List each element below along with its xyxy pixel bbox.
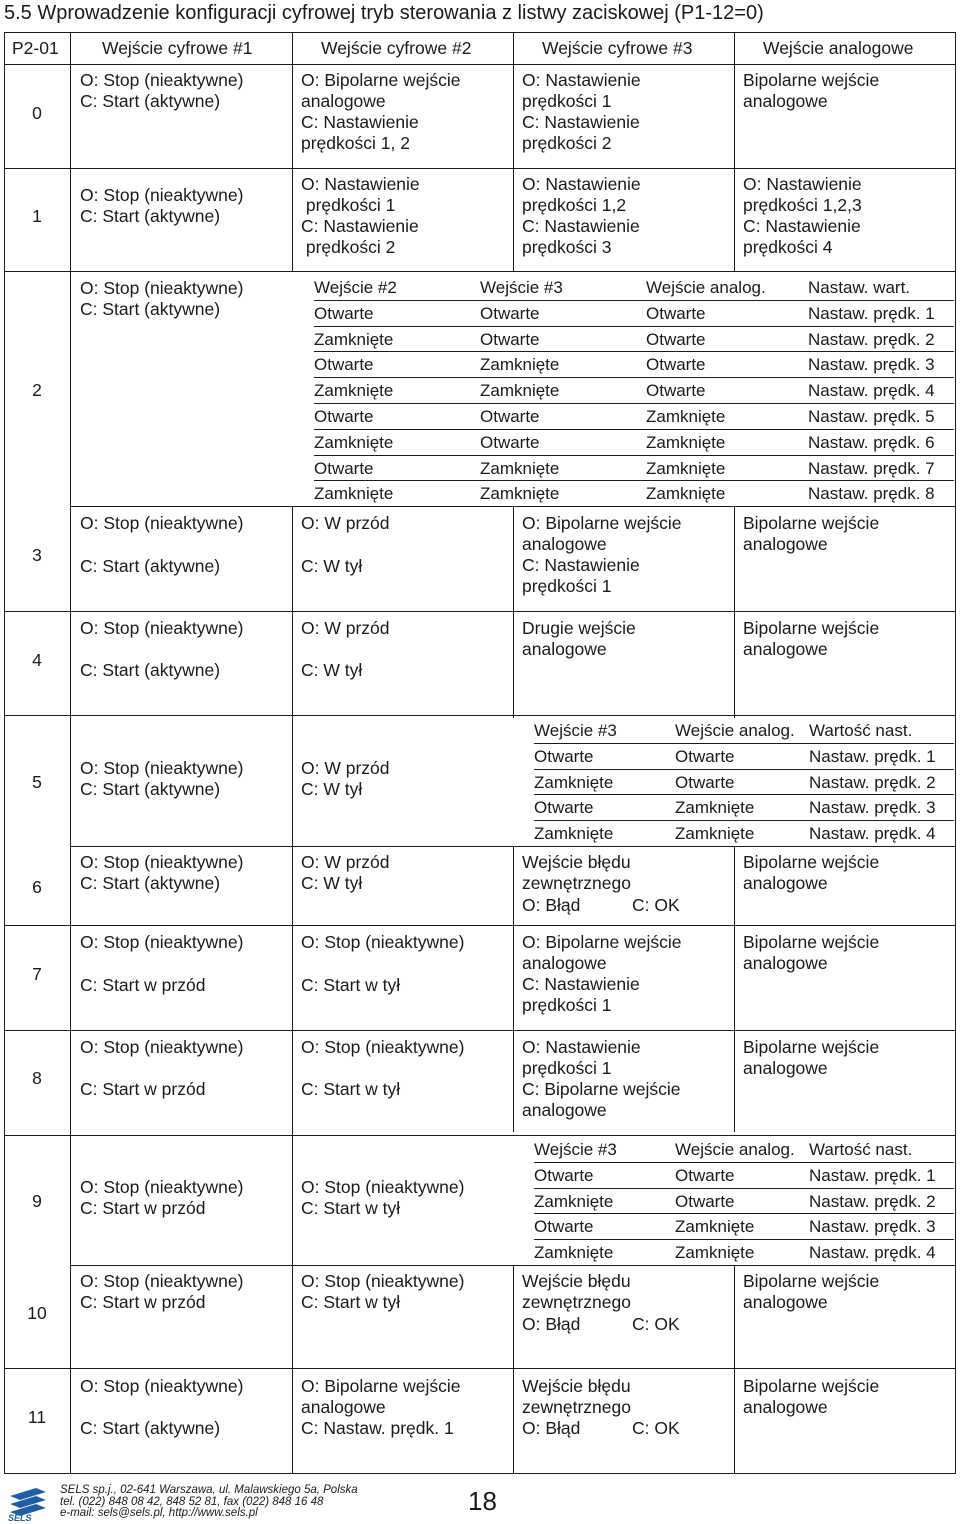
logo-text: SELS [8, 1513, 32, 1522]
address-line: SELS sp.j., 02-641 Warszawa, ul. Malawskiego 5a, Polska [60, 1484, 358, 1496]
speed-table-row [534, 1189, 954, 1215]
speed-table-row [314, 301, 954, 327]
row-divider [314, 455, 954, 456]
speed-table-cell: Nastaw. prędk. 6 [808, 432, 935, 452]
cell-text: C: W tył [301, 660, 363, 680]
speed-table-cell: Wartość nast. [809, 1140, 913, 1159]
speed-table-cell: Zamknięte [646, 432, 726, 452]
speed-table-row [534, 821, 954, 847]
speed-table-cell: Zamknięte [314, 484, 394, 504]
speed-table-row [534, 1163, 954, 1189]
row-divider [534, 1213, 954, 1214]
speed-table-cell: Zamknięte [646, 458, 726, 478]
speed-table-cell: Wejście #2 [314, 278, 397, 297]
speed-table-cell: Nastaw. prędk. 3 [808, 355, 935, 375]
header-col2: Wejście cyfrowe #2 [321, 38, 472, 58]
speed-table-cell: Otwarte [675, 1165, 735, 1185]
row-number: 11 [27, 1407, 47, 1427]
cell-text: O: Bipolarne wejście analogowe C: Nastawienie prędkości 1 [522, 513, 682, 596]
speed-table-cell: Otwarte [534, 798, 594, 818]
cell-text: O: Bipolarne wejście analogowe C: Nastawienie prędkości 1 [522, 932, 682, 1015]
cell-text: O: Nastawienie prędkości 1,2 C: Nastawienie prędkości 3 [522, 174, 641, 257]
speed-table-cell: Otwarte [480, 432, 540, 452]
speed-table-row [314, 327, 954, 353]
cell-text: O: Stop (nieaktywne) C: Start w przód [80, 1271, 244, 1312]
speed-table-row [534, 770, 954, 796]
cell-text: C: OK [632, 1314, 680, 1334]
cell-text: O: Stop (nieaktywne) C: Start (aktywne) [80, 185, 244, 226]
row-number: 9 [32, 1191, 42, 1211]
row-divider [534, 769, 954, 770]
speed-table-row [314, 378, 954, 404]
speed-table-cell: Zamknięte [646, 484, 726, 504]
speed-table-cell: Zamknięte [534, 1191, 614, 1211]
speed-table-8 [314, 275, 954, 507]
row-number: 2 [32, 380, 42, 400]
speed-table-cell: Nastaw. prędk. 4 [809, 824, 936, 844]
cell-text: O: Stop (nieaktywne) [301, 1037, 465, 1057]
speed-table-header [314, 275, 954, 301]
speed-table-cell: Zamknięte [480, 484, 560, 504]
speed-table-cell: Nastaw. prędk. 1 [808, 303, 935, 323]
page-footer [0, 1478, 960, 1524]
cell-text: O: Błąd [522, 1314, 581, 1334]
speed-table-cell: Wejście analog. [646, 278, 766, 297]
speed-table-cell: Nastaw. prędk. 3 [809, 798, 936, 818]
row-divider [534, 1188, 954, 1189]
speed-table-row [534, 795, 954, 821]
speed-table-cell: Nastaw. prędk. 3 [809, 1217, 936, 1237]
cell-text: Bipolarne wejście analogowe [743, 1376, 880, 1417]
speed-table-cell: Nastaw. prędk. 7 [808, 458, 935, 478]
row-number: 7 [32, 964, 42, 984]
speed-table-cell: Wartość nast. [809, 721, 913, 740]
cell-text: O: Błąd [522, 895, 581, 915]
speed-table-row [314, 456, 954, 482]
cell-text: C: Start (aktywne) [80, 556, 221, 576]
speed-table-cell: Zamknięte [314, 432, 394, 452]
page-number: 18 [468, 1486, 497, 1516]
cell-text: O: Stop (nieaktywne) C: Start (aktywne) [80, 758, 244, 799]
speed-table-cell: Otwarte [480, 407, 540, 426]
speed-table-cell: Otwarte [675, 746, 735, 766]
cell-text: O: Stop (nieaktywne) C: Start (aktywne) [80, 278, 244, 319]
speed-table-cell: Zamknięte [534, 1243, 614, 1263]
speed-table-cell: Nastaw. prędk. 5 [808, 407, 935, 426]
speed-table-cell: Otwarte [675, 772, 735, 792]
speed-table-cell: Zamknięte [314, 329, 394, 349]
cell-text: Bipolarne wejście analogowe [743, 70, 880, 111]
row-divider [314, 480, 954, 481]
speed-table-cell: Otwarte [314, 458, 374, 478]
speed-table-cell: Nastaw. prędk. 2 [809, 772, 936, 792]
speed-table-row [534, 1214, 954, 1240]
speed-table-cell: Otwarte [646, 381, 706, 401]
speed-table-cell: Nastaw. prędk. 1 [809, 746, 936, 766]
row-divider [314, 403, 954, 404]
speed-table-cell: Zamknięte [675, 824, 755, 844]
speed-table-cell: Otwarte [314, 407, 374, 426]
header-col1: Wejście cyfrowe #1 [102, 38, 253, 58]
header-col4: Wejście analogowe [763, 38, 914, 58]
speed-table-cell: Otwarte [646, 303, 706, 323]
cell-text: O: Stop (nieaktywne) [80, 932, 244, 952]
speed-table-cell: Nastaw. prędk. 4 [808, 381, 935, 401]
speed-table-cell: Wejście #3 [480, 278, 563, 297]
speed-table-4 [534, 1137, 954, 1265]
cell-text: C: Start (aktywne) [80, 660, 221, 680]
row-divider [314, 300, 954, 301]
cell-text: C: W tył [301, 556, 363, 576]
speed-table-cell: Otwarte [480, 303, 540, 323]
speed-table-row [314, 481, 954, 507]
cell-text: O: W przód C: W tył [301, 758, 390, 799]
cell-text: O: Stop (nieaktywne) C: Start w tył [301, 1177, 465, 1218]
cell-text: O: Nastawienie prędkości 1 C: Nastawienie prędkości 2 [301, 174, 420, 257]
company-address [60, 1485, 358, 1520]
speed-table-cell: Nastaw. prędk. 2 [809, 1191, 936, 1211]
row-divider [534, 820, 954, 821]
speed-table-cell: Nastaw. prędk. 4 [809, 1243, 936, 1263]
cell-text: C: Start (aktywne) [80, 1418, 221, 1438]
row-divider [534, 1162, 954, 1163]
speed-table-row [314, 352, 954, 378]
cell-text: Bipolarne wejście analogowe [743, 513, 880, 554]
speed-table-cell: Zamknięte [480, 355, 560, 375]
cell-text: Bipolarne wejście analogowe [743, 1271, 880, 1312]
cell-text: O: Stop (nieaktywne) [80, 513, 244, 533]
cell-text: Bipolarne wejście analogowe [743, 852, 880, 893]
speed-table-header [534, 718, 954, 744]
speed-table-cell: Otwarte [675, 1191, 735, 1211]
cell-text: Wejście błędu zewnętrznego [522, 1271, 631, 1312]
page-title: 5.5 Wprowadzenie konfiguracji cyfrowej tryb sterowania z listwy zaciskowej (P1-12=0) [4, 2, 764, 24]
speed-table-cell: Nastaw. prędk. 1 [809, 1165, 936, 1185]
speed-table-cell: Nastaw. wart. [808, 278, 911, 297]
cell-text: C: Start w przód [80, 975, 206, 995]
speed-table-cell: Otwarte [534, 1165, 594, 1185]
speed-table-row [314, 404, 954, 430]
speed-table-cell: Otwarte [314, 355, 374, 375]
cell-text: Wejście błędu zewnętrznego [522, 1376, 631, 1417]
speed-table-cell: Zamknięte [675, 1243, 755, 1263]
speed-table-row [534, 1240, 954, 1266]
row-number: 10 [27, 1303, 47, 1323]
row-number: 8 [32, 1068, 42, 1088]
cell-text: Drugie wejście analogowe [522, 618, 636, 659]
speed-table-cell: Otwarte [646, 355, 706, 375]
row-number: 6 [32, 877, 42, 897]
speed-table-cell: Wejście #3 [534, 1140, 617, 1159]
cell-text: O: Stop (nieaktywne) [80, 1376, 244, 1396]
row-divider [534, 794, 954, 795]
speed-table-cell: Zamknięte [480, 381, 560, 401]
speed-table-cell: Zamknięte [314, 381, 394, 401]
header-param: P2-01 [12, 38, 59, 58]
cell-text: Wejście błędu zewnętrznego [522, 852, 631, 893]
row-divider [314, 429, 954, 430]
speed-table-cell: Otwarte [646, 329, 706, 349]
speed-table-cell: Zamknięte [675, 1217, 755, 1237]
cell-text: O: Stop (nieaktywne) C: Start (aktywne) [80, 852, 244, 893]
sels-logo-icon [6, 1482, 52, 1522]
row-divider [314, 326, 954, 327]
cell-text: Bipolarne wejście analogowe [743, 1037, 880, 1078]
speed-table-cell: Otwarte [534, 1217, 594, 1237]
speed-table-cell: Zamknięte [675, 798, 755, 818]
cell-text: O: Stop (nieaktywne) C: Start (aktywne) [80, 70, 244, 111]
cell-text: O: Stop (nieaktywne) [301, 932, 465, 952]
cell-text: O: Stop (nieaktywne) C: Start w przód [80, 1177, 244, 1218]
speed-table-cell: Zamknięte [534, 824, 614, 844]
row-number: 1 [32, 206, 42, 226]
cell-text: O: Bipolarne wejście analogowe C: Nastawienie prędkości 1, 2 [301, 70, 461, 153]
speed-table-row [314, 430, 954, 456]
row-divider [534, 743, 954, 744]
cell-text: O: Nastawienie prędkości 1 C: Nastawienie prędkości 2 [522, 70, 641, 153]
speed-table-row [534, 744, 954, 770]
cell-text: C: Start w przód [80, 1079, 206, 1099]
speed-table-cell: Zamknięte [534, 772, 614, 792]
speed-table-cell: Wejście #3 [534, 721, 617, 740]
speed-table-cell: Otwarte [534, 746, 594, 766]
cell-text: C: Start w tył [301, 975, 401, 995]
address-line: tel. (022) 848 08 42, 848 52 81, fax (022) 848 16 48 [60, 1495, 324, 1508]
row-number: 5 [32, 772, 42, 792]
speed-table-cell: Nastaw. prędk. 2 [808, 329, 935, 349]
cell-text: C: OK [632, 1418, 680, 1438]
speed-table-cell: Wejście analog. [675, 1140, 795, 1159]
cell-text: O: W przód [301, 513, 390, 533]
cell-text: O: W przód C: W tył [301, 852, 390, 893]
cell-text: Bipolarne wejście analogowe [743, 932, 880, 973]
speed-table-cell: Otwarte [314, 303, 374, 323]
speed-table-4 [534, 718, 954, 846]
speed-table-cell: Zamknięte [480, 458, 560, 478]
speed-table-cell: Wejście analog. [675, 721, 795, 740]
row-number: 4 [32, 650, 42, 670]
cell-text: O: Stop (nieaktywne) [80, 618, 244, 638]
row-number: 0 [32, 103, 42, 123]
row-number: 3 [32, 545, 42, 565]
cell-text: O: Błąd [522, 1418, 581, 1438]
cell-text: O: Nastawienie prędkości 1,2,3 C: Nastawienie prędkości 4 [743, 174, 862, 257]
speed-table-cell: Nastaw. prędk. 8 [808, 484, 935, 504]
speed-table-cell: Zamknięte [646, 407, 726, 426]
cell-text: O: W przód [301, 618, 390, 638]
header-col3: Wejście cyfrowe #3 [542, 38, 693, 58]
cell-text: O: Stop (nieaktywne) [80, 1037, 244, 1057]
cell-text: C: Start w tył [301, 1079, 401, 1099]
row-divider [534, 1239, 954, 1240]
cell-text: O: Bipolarne wejście analogowe C: Nastaw. prędk. 1 [301, 1376, 461, 1438]
row-divider [314, 377, 954, 378]
speed-table-cell: Otwarte [480, 329, 540, 349]
cell-text: Bipolarne wejście analogowe [743, 618, 880, 659]
speed-table-header [534, 1137, 954, 1163]
address-line: e-mail: sels@sels.pl, http://www.sels.pl [60, 1507, 258, 1519]
cell-text: O: Stop (nieaktywne) C: Start w tył [301, 1271, 465, 1312]
cell-text: O: Nastawienie prędkości 1 C: Bipolarne wejście analogowe [522, 1037, 681, 1120]
cell-text: C: OK [632, 895, 680, 915]
row-divider [314, 351, 954, 352]
